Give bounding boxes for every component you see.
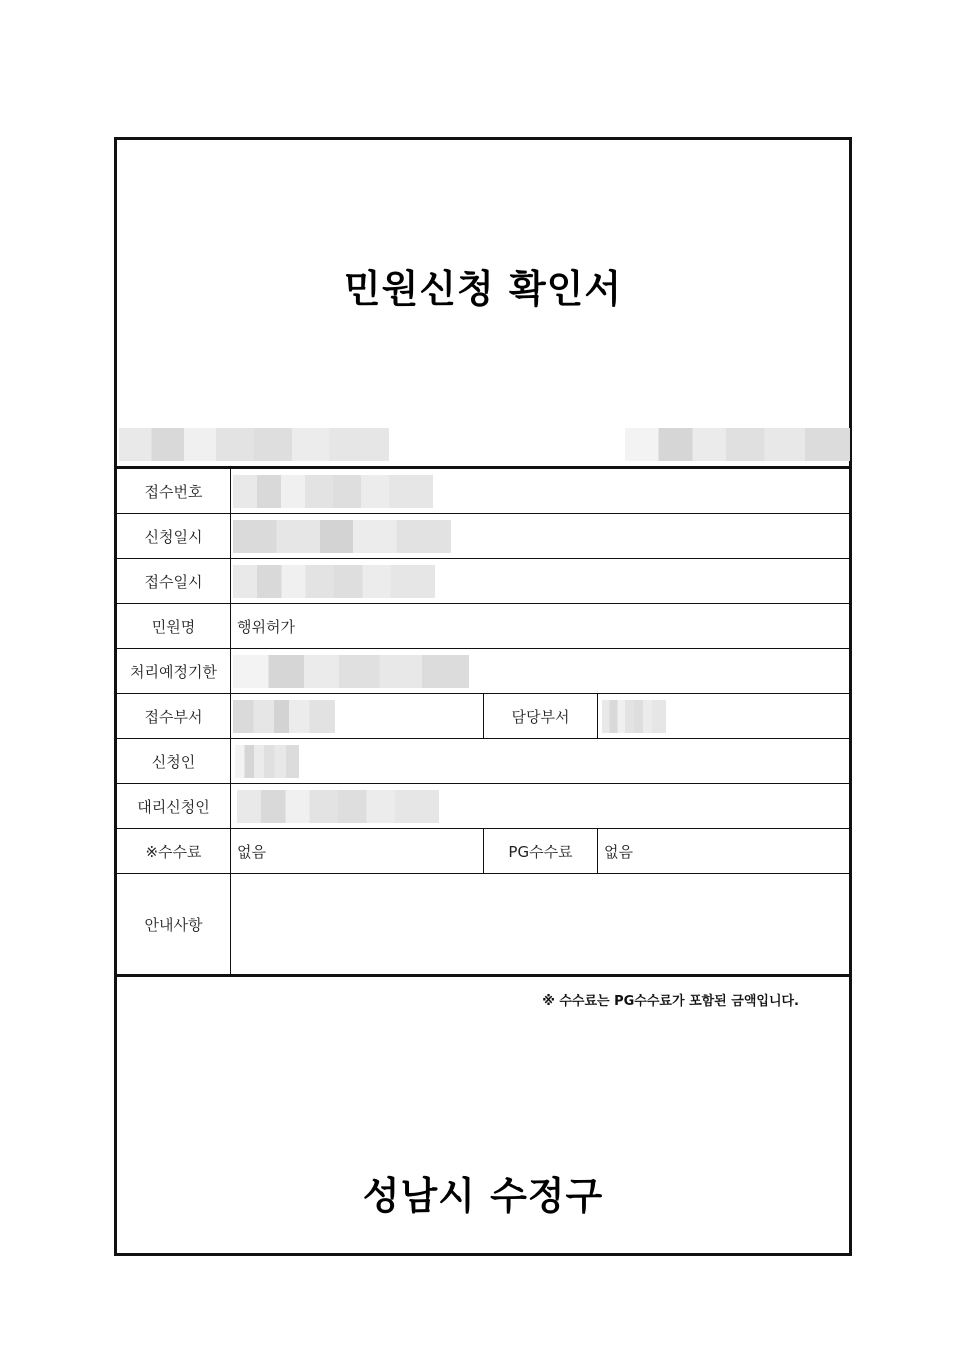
table-row — [117, 604, 849, 649]
table-row — [117, 784, 849, 829]
pg-fee-value: 없음 — [604, 842, 633, 861]
fee-value: 없음 — [237, 842, 266, 861]
redacted-receipt-datetime — [233, 565, 435, 598]
receipt-number-value — [231, 469, 849, 513]
document-frame — [114, 137, 852, 1256]
petition-name-label: 민원명 — [117, 604, 231, 648]
table-row — [117, 514, 849, 559]
notice-value — [231, 874, 849, 974]
document-title: 민원신청 확인서 — [343, 267, 623, 311]
fee-note: ※ 수수료는 PG수수료가 포함된 금액입니다. — [542, 994, 799, 1009]
redacted-receipt-number — [233, 475, 433, 508]
table-row — [117, 559, 849, 604]
table-row — [117, 739, 849, 784]
receipt-number-label: 접수번호 — [117, 469, 231, 513]
redacted-header-info-right — [625, 428, 850, 461]
redacted-applicant — [235, 745, 299, 778]
notice-label: 안내사항 — [117, 874, 231, 974]
table-row — [117, 469, 849, 514]
redacted-responsible-dept — [602, 700, 666, 733]
redacted-header-info-left — [119, 428, 389, 461]
responsible-dept-value — [598, 694, 849, 738]
receipt-datetime-label: 접수일시 — [117, 559, 231, 603]
applicant-value — [231, 739, 849, 783]
petition-info-table — [117, 466, 849, 977]
receiving-dept-label: 접수부서 — [117, 694, 231, 738]
proxy-applicant-label: 대리신청인 — [117, 784, 231, 828]
application-datetime-value — [231, 514, 849, 558]
redacted-processing-deadline — [233, 655, 469, 688]
table-row — [117, 694, 849, 739]
table-row — [117, 649, 849, 694]
table-row — [117, 829, 849, 874]
responsible-dept-label: 담당부서 — [483, 694, 598, 738]
applicant-label: 신청인 — [117, 739, 231, 783]
receipt-datetime-value — [231, 559, 849, 603]
redacted-receiving-dept — [233, 700, 335, 733]
processing-deadline-label: 처리예정기한 — [117, 649, 231, 693]
petition-name-value: 행위허가 — [237, 617, 295, 636]
application-datetime-label: 신청일시 — [117, 514, 231, 558]
table-row — [117, 874, 849, 974]
proxy-applicant-value — [231, 784, 849, 828]
receiving-dept-value — [231, 694, 483, 738]
issuer-name: 성남시 수정구 — [362, 1174, 604, 1218]
redacted-application-datetime — [233, 520, 451, 553]
processing-deadline-value — [231, 649, 849, 693]
redacted-proxy-applicant — [237, 790, 439, 823]
pg-fee-label: PG수수료 — [483, 829, 598, 873]
fee-label: ※수수료 — [117, 829, 231, 873]
